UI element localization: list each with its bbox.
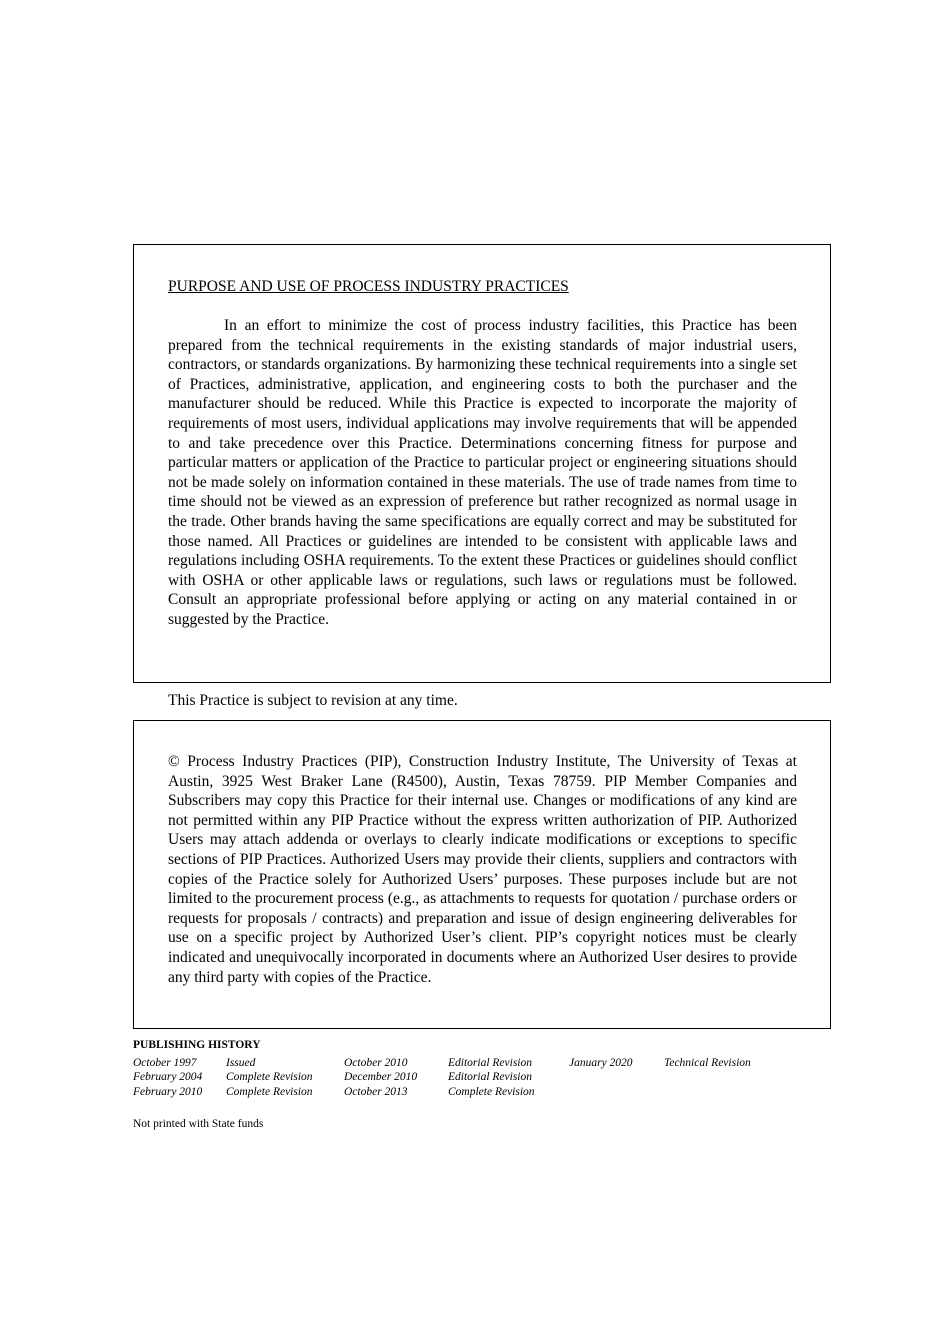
history-description [664,1085,774,1099]
publishing-history-title: PUBLISHING HISTORY [133,1039,261,1051]
history-date: October 2010 [344,1057,408,1069]
history-row [133,1070,774,1084]
history-date [569,1070,664,1084]
history-date: October 2013 [344,1085,408,1098]
history-date: December 2010 [344,1071,418,1084]
history-description: Technical Revision [664,1057,751,1069]
copyright-paragraph: © Process Industry Practices (PIP), Construction Industry Institute, The University of Texas at Austin, 3925 West Braker Lane (R4500), Austin, Texas 78759. PIP Member Companies and Subscribers may copy this Practice for their internal use. Changes or modifications of any kind are not permitted within any PIP Practice without the express written authorization of PIP. Authorized Users may attach addenda or overlays to clearly indicate modifications or exceptions to specific sections of PIP Practices. Authorized Users may provide their clients, suppliers and contractors with copies of the Practice solely for Authorized Users’ purposes. These purposes include but are not limited to the procurement process (e.g., as attachments to requests for quotation / purchase orders or requests for proposals / contracts) and preparation and issue of design engineering deliverables for use on a specific project by Authorized User’s client. PIP’s copyright notices must be clearly indicated and unequivocally incorporated in documents where an Authorized User desires to provide any third party with copies of the Practice. [168,753,797,986]
revision-note: This Practice is subject to revision at any time. [168,692,458,709]
history-date: February 2010 [133,1085,203,1098]
history-description: Editorial Revision [448,1071,533,1084]
history-description: Complete Revision [226,1071,313,1084]
history-date: February 2004 [133,1071,203,1084]
footer-note: Not printed with State funds [133,1118,264,1130]
purpose-paragraph: In an effort to minimize the cost of process industry facilities, this Practice has been prepared from the technical requirements in the existing standards of major industrial users, contractors, or standards organizations. By harmonizing these technical requirements into a single set of Practices, administrative, application, and engineering costs to both the purchaser and the manufacturer should be reduced. While this Practice is expected to incorporate the majority of requirements of most users, individual applications may involve requirements that will be appended to and take precedence over this Practice. Determinations concerning fitness for purpose and particular matters or application of the Practice to particular project or engineering situations should not be made solely on information contained in these materials. The use of trade names from time to time should not be viewed as an expression of preference but rather recognized as normal usage in the trade. Other brands having the same specifications are equally correct and may be substituted for those named. All Practices or guidelines are intended to be consistent with applicable laws and regulations including OSHA requirements. To the extent these Practices or guidelines should conflict with OSHA or other applicable laws or regulations, such laws or regulations must be followed. Consult an appropriate professional before applying or acting on any material contained in or suggested by the Practice. [168,317,797,628]
purpose-heading: PURPOSE AND USE OF PROCESS INDUSTRY PRACTICES [168,278,569,295]
history-description: Complete Revision [226,1085,313,1098]
history-date [569,1085,664,1099]
copyright-box [133,720,831,1029]
history-row [133,1085,774,1099]
history-description: Issued [226,1057,256,1069]
publishing-history-table [133,1056,774,1099]
history-description: Editorial Revision [448,1057,533,1069]
history-date: October 1997 [133,1057,197,1069]
history-description [664,1070,774,1084]
history-description: Complete Revision [448,1085,535,1098]
history-row [133,1056,774,1070]
purpose-box [133,244,831,683]
history-date: January 2020 [569,1057,633,1069]
